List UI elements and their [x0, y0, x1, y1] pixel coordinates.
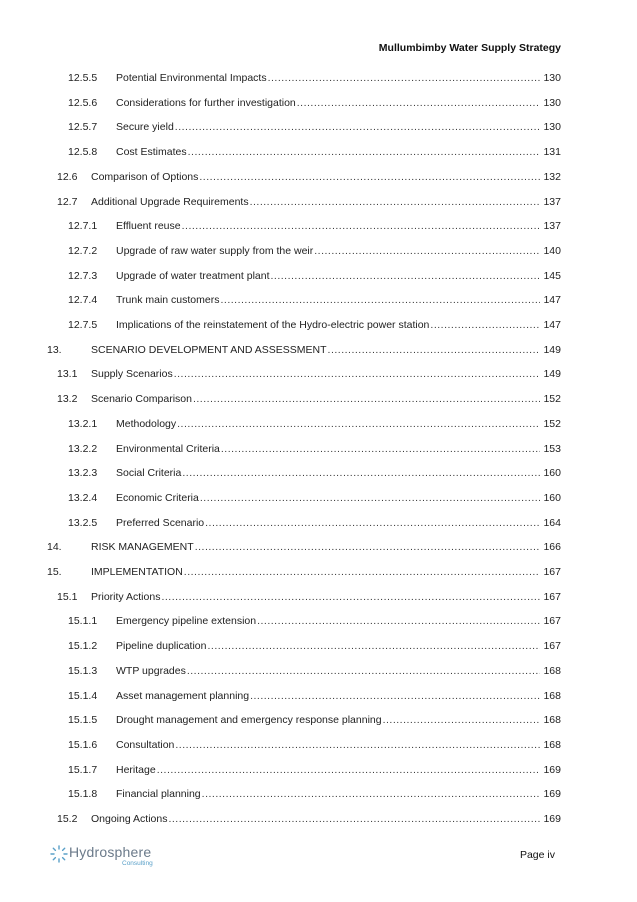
toc-entry-title: Priority Actions — [91, 590, 161, 603]
toc-entry-title: IMPLEMENTATION — [91, 566, 183, 578]
toc-entry-number: 12.7 — [57, 195, 78, 208]
toc-entry[interactable] — [0, 659, 637, 684]
toc-entry-number: 12.6 — [57, 170, 78, 183]
toc-dot-leader — [383, 708, 541, 733]
toc-entry-title: RISK MANAGEMENT — [91, 541, 194, 554]
toc-entry-page: 149 — [543, 368, 561, 381]
toc-entry[interactable] — [0, 313, 637, 338]
toc-entry-number: 13.2.5 — [68, 516, 98, 529]
toc-entry-line — [116, 634, 561, 659]
toc-entry-number: 13. — [47, 343, 62, 356]
toc-dot-leader — [271, 264, 541, 289]
toc-entry-number: 12.5.8 — [68, 146, 98, 159]
toc-entry-number: 13.2.2 — [68, 442, 98, 455]
toc-entry-page: 140 — [543, 244, 561, 257]
toc-entry-title: Social Criteria — [116, 467, 182, 480]
toc-entry-page: 169 — [543, 813, 561, 825]
toc-entry[interactable] — [0, 338, 637, 363]
toc-entry-line — [91, 560, 561, 585]
toc-entry-line — [91, 585, 561, 610]
toc-entry-title: WTP upgrades — [116, 664, 186, 677]
toc-entry-page: 132 — [543, 170, 561, 183]
toc-entry-line — [91, 387, 561, 412]
toc-entry-page: 137 — [543, 195, 561, 208]
toc-entry-number: 13.2 — [57, 393, 78, 406]
toc-entry-title: Drought management and emergency response planning — [116, 714, 382, 727]
toc-entry-number: 14. — [47, 541, 62, 554]
toc-entry-number: 12.7.5 — [68, 319, 98, 331]
toc-entry-page: 147 — [543, 294, 561, 307]
toc-entry-number: 15.1.4 — [68, 689, 98, 702]
toc-entry-page: 130 — [543, 121, 561, 134]
toc-entry-title: SCENARIO DEVELOPMENT AND ASSESSMENT — [91, 343, 327, 356]
company-logo — [50, 845, 160, 869]
toc-entry[interactable] — [0, 486, 637, 511]
toc-entry-title: Potential Environmental Impacts — [116, 72, 267, 84]
toc-dot-leader — [161, 585, 540, 610]
toc-dot-leader — [187, 659, 541, 684]
toc-entry-number: 15.1.5 — [68, 714, 98, 727]
toc-entry-line — [116, 708, 561, 733]
toc-entry-title: Upgrade of water treatment plant — [116, 269, 270, 282]
toc-entry-line — [91, 338, 561, 363]
toc-entry[interactable] — [0, 165, 637, 190]
toc-entry-number: 13.2.1 — [68, 417, 98, 430]
toc-entry[interactable] — [0, 190, 637, 215]
toc-entry-title: Consultation — [116, 738, 175, 751]
hydrosphere-logo-icon — [50, 845, 68, 863]
toc-entry-page: 164 — [543, 516, 561, 529]
toc-entry-title: Pipeline duplication — [116, 640, 207, 653]
toc-entry-title: Cost Estimates — [116, 146, 187, 159]
toc-dot-leader — [314, 239, 540, 264]
toc-entry[interactable] — [0, 560, 637, 585]
toc-dot-leader — [168, 807, 540, 832]
toc-entry-page: 131 — [543, 146, 561, 159]
toc-entry-title: Supply Scenarios — [91, 368, 173, 381]
toc-entry-page: 160 — [543, 467, 561, 480]
toc-entry-title: Trunk main customers — [116, 294, 220, 307]
toc-entry-page: 166 — [543, 541, 561, 554]
toc-entry-page: 145 — [543, 269, 561, 282]
toc-entry-title: Economic Criteria — [116, 491, 199, 504]
toc-entry-page: 168 — [543, 689, 561, 702]
toc-entry[interactable] — [0, 362, 637, 387]
toc-dot-leader — [182, 461, 540, 486]
toc-entry-number: 13.2.4 — [68, 491, 98, 504]
toc-entry-number: 15. — [47, 566, 62, 578]
toc-dot-leader — [202, 782, 541, 807]
toc-entry-number: 13.2.3 — [68, 467, 98, 480]
toc-entry-line — [116, 264, 561, 289]
toc-entry-page: 167 — [543, 615, 561, 628]
toc-entry-title: Ongoing Actions — [91, 813, 168, 825]
toc-entry-page: 137 — [543, 220, 561, 233]
toc-entry[interactable] — [0, 66, 637, 91]
toc-entry[interactable] — [0, 264, 637, 289]
toc-entry-title: Upgrade of raw water supply from the weir — [116, 244, 314, 257]
toc-entry-number: 12.7.2 — [68, 244, 98, 257]
toc-entry-line — [116, 609, 561, 634]
toc-dot-leader — [430, 313, 540, 338]
toc-entry[interactable] — [0, 288, 637, 313]
toc-dot-leader — [184, 560, 541, 585]
document-header-title: Mullumbimby Water Supply Strategy — [378, 42, 561, 54]
toc-entry-page: 152 — [543, 417, 561, 430]
toc-entry[interactable] — [0, 140, 637, 165]
toc-entry-line — [116, 214, 561, 239]
toc-entry-page: 149 — [543, 343, 561, 356]
toc-dot-leader — [328, 338, 541, 363]
toc-entry-page: 168 — [543, 714, 561, 727]
toc-entry[interactable] — [0, 115, 637, 140]
toc-dot-leader — [221, 437, 541, 462]
toc-entry-page: 169 — [543, 763, 561, 776]
toc-dot-leader — [175, 115, 541, 140]
toc-entry-line — [91, 190, 561, 215]
toc-entry[interactable] — [0, 535, 637, 560]
toc-entry[interactable] — [0, 684, 637, 709]
toc-entry-number: 15.1.2 — [68, 640, 98, 653]
toc-entry-title: Heritage — [116, 763, 156, 776]
toc-entry-line — [116, 412, 561, 437]
toc-entry-title: Effluent reuse — [116, 220, 181, 233]
toc-entry-number: 15.1.6 — [68, 738, 98, 751]
toc-entry-line — [116, 91, 561, 116]
toc-entry-line — [91, 535, 561, 560]
toc-entry[interactable] — [0, 733, 637, 758]
toc-entry-line — [116, 782, 561, 807]
toc-entry-title: Secure yield — [116, 121, 174, 134]
toc-entry-number: 13.1 — [57, 368, 78, 381]
toc-entry-number: 12.5.7 — [68, 121, 98, 134]
toc-entry-number: 12.7.4 — [68, 294, 98, 307]
toc-entry-line — [116, 140, 561, 165]
toc-entry-number: 15.1 — [57, 590, 78, 603]
toc-entry-page: 160 — [543, 491, 561, 504]
toc-entry-number: 12.7.1 — [68, 220, 98, 233]
toc-entry-number: 15.1.7 — [68, 763, 98, 776]
toc-entry-page: 130 — [543, 72, 561, 84]
toc-entry-line — [116, 239, 561, 264]
toc-entry-line — [91, 807, 561, 832]
logo-text: Hydrosphere — [69, 844, 152, 860]
toc-dot-leader — [250, 190, 541, 215]
logo-subtext: Consulting — [122, 860, 153, 867]
toc-dot-leader — [200, 486, 541, 511]
toc-entry-number: 15.1.1 — [68, 615, 98, 628]
toc-entry[interactable] — [0, 461, 637, 486]
toc-entry-title: Financial planning — [116, 788, 201, 801]
toc-entry[interactable] — [0, 387, 637, 412]
toc-entry-title: Comparison of Options — [91, 170, 199, 183]
toc-dot-leader — [182, 214, 541, 239]
toc-entry-title: Additional Upgrade Requirements — [91, 195, 249, 208]
toc-entry-page: 153 — [543, 442, 561, 455]
toc-entry[interactable] — [0, 758, 637, 783]
toc-dot-leader — [207, 634, 540, 659]
toc-entry-line — [116, 288, 561, 313]
toc-entry-title: Considerations for further investigation — [116, 96, 296, 109]
toc-entry-line — [116, 659, 561, 684]
toc-entry[interactable] — [0, 437, 637, 462]
toc-entry[interactable] — [0, 511, 637, 536]
toc-entry-page: 167 — [543, 590, 561, 603]
toc-entry-line — [116, 684, 561, 709]
toc-entry-line — [116, 66, 561, 91]
toc-entry-line — [116, 115, 561, 140]
toc-entry-line — [116, 486, 561, 511]
toc-entry-page: 169 — [543, 788, 561, 801]
toc-entry-page: 168 — [543, 664, 561, 677]
toc-dot-leader — [188, 140, 541, 165]
toc-dot-leader — [257, 609, 540, 634]
toc-entry-page: 130 — [543, 96, 561, 109]
toc-entry-title: Asset management planning — [116, 689, 250, 702]
toc-entry[interactable] — [0, 91, 637, 116]
toc-dot-leader — [199, 165, 540, 190]
toc-entry-title: Environmental Criteria — [116, 442, 220, 455]
toc-dot-leader — [250, 684, 540, 709]
toc-entry-title: Emergency pipeline extension — [116, 615, 257, 628]
toc-dot-leader — [195, 535, 541, 560]
toc-entry[interactable] — [0, 239, 637, 264]
toc-entry-line — [91, 165, 561, 190]
toc-entry-page: 167 — [543, 640, 561, 653]
toc-entry[interactable] — [0, 807, 637, 832]
toc-dot-leader — [193, 387, 541, 412]
toc-entry-number: 12.7.3 — [68, 269, 98, 282]
toc-entry-line — [116, 733, 561, 758]
toc-entry-line — [116, 437, 561, 462]
toc-dot-leader — [268, 66, 541, 91]
toc-dot-leader — [175, 733, 540, 758]
toc-entry[interactable] — [0, 214, 637, 239]
toc-entry-number: 15.1.8 — [68, 788, 98, 801]
toc-entry-page: 167 — [543, 566, 561, 578]
toc-dot-leader — [177, 412, 540, 437]
toc-dot-leader — [297, 91, 541, 116]
toc-entry-line — [116, 511, 561, 536]
toc-entry[interactable] — [0, 634, 637, 659]
toc-entry[interactable] — [0, 412, 637, 437]
toc-dot-leader — [220, 288, 540, 313]
toc-entry-page: 152 — [543, 393, 561, 406]
page-number: Page iv — [519, 849, 555, 861]
toc-dot-leader — [205, 511, 540, 536]
toc-entry-title: Preferred Scenario — [116, 516, 205, 529]
toc-dot-leader — [157, 758, 541, 783]
toc-entry-number: 12.5.5 — [68, 72, 98, 84]
toc-entry[interactable] — [0, 782, 637, 807]
toc-entry-page: 147 — [543, 319, 561, 331]
toc-entry-number: 12.5.6 — [68, 96, 98, 109]
toc-dot-leader — [174, 362, 541, 387]
toc-entry-title: Implications of the reinstatement of the Hydro-electric power station — [116, 319, 430, 331]
toc-entry-number: 15.2 — [57, 813, 78, 825]
toc-entry-title: Scenario Comparison — [91, 393, 192, 406]
toc-entry-page: 168 — [543, 738, 561, 751]
toc-entry[interactable] — [0, 609, 637, 634]
toc-entry-line — [116, 758, 561, 783]
toc-entry-title: Methodology — [116, 417, 177, 430]
toc-entry-number: 15.1.3 — [68, 664, 98, 677]
toc-entry[interactable] — [0, 708, 637, 733]
toc-entry[interactable] — [0, 585, 637, 610]
toc-entry-line — [116, 461, 561, 486]
toc-entry-line — [91, 362, 561, 387]
toc-entry-line — [116, 313, 561, 338]
